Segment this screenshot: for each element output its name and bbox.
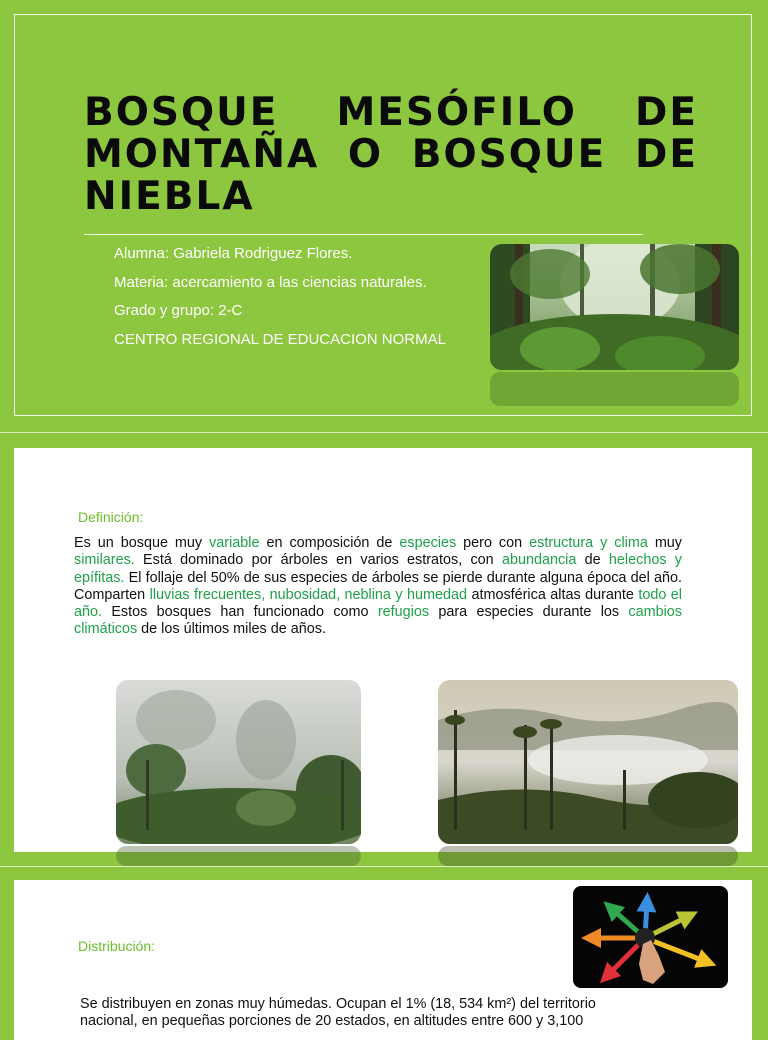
slide-separator: [0, 432, 768, 433]
distribution-paragraph: [80, 996, 688, 1031]
text-run: de los últimos miles de años.: [137, 621, 326, 638]
cloud-forest-reflection: [438, 846, 738, 866]
highlight: variable: [209, 535, 260, 551]
definition-paragraph: [74, 535, 682, 639]
text-run: Estos bosques han funcionado como: [102, 604, 378, 621]
misty-forest-reflection: [116, 846, 361, 866]
arrows-icon: [573, 886, 728, 988]
text-line: Se distribuyen en zonas muy húmedas. Ocupan el 1% (18, 534 km²) del territorio: [80, 996, 596, 1012]
highlight: similares.: [74, 552, 135, 569]
forest-photo-reflection: [490, 372, 739, 406]
highlight: abundancia: [501, 552, 577, 569]
direction-arrows-image: [573, 886, 728, 988]
highlight: especies: [399, 535, 457, 551]
text-run: de: [576, 552, 609, 569]
highlight: helechos y epífitas.: [74, 552, 682, 586]
forest-photo: [490, 244, 739, 370]
slide-separator: [0, 866, 768, 867]
distribution-heading: Distribución:: [78, 938, 156, 954]
text-run: para especies durante los: [429, 604, 629, 621]
text-run: en composición de: [259, 535, 400, 551]
highlight: lluvias frecuentes, nubosidad, neblina y humedad: [149, 586, 468, 603]
text-run: atmosférica altas durante: [467, 586, 639, 603]
cloud-forest-photo: [438, 680, 738, 844]
text-run: muy: [647, 535, 683, 551]
highlight: estructura y clima: [529, 535, 648, 551]
student-name: Alumna: Gabriela Rodriguez Flores.: [114, 245, 353, 262]
highlight: todo el año.: [74, 586, 682, 621]
subject: Materia: acercamiento a las ciencias naturales.: [114, 273, 427, 291]
definition-heading: Definición:: [78, 509, 144, 525]
highlight: refugios: [377, 604, 430, 621]
title-slide: [0, 0, 768, 432]
text-run: El follaje del 50% de sus especies de árboles se pierde durante alguna época del año. Comparten: [74, 569, 682, 603]
institution: CENTRO REGIONAL DE EDUCACION NORMAL: [114, 330, 446, 348]
text-run: Es un bosque muy: [74, 535, 210, 551]
text-line: nacional, en pequeñas porciones de 20 estados, en altitudes entre 600 y 3,100: [80, 1013, 584, 1030]
misty-forest-photo: [116, 680, 361, 844]
highlight: cambios climáticos: [74, 604, 682, 638]
text-run: pero con: [456, 535, 530, 551]
presentation-title: BOSQUE MESÓFILO DE MONTAÑA O BOSQUE DE NIEBLA: [84, 90, 698, 219]
author-info: [114, 244, 494, 358]
title-divider: [84, 234, 643, 235]
text-run: Está dominado por árboles en varios estratos, con: [134, 552, 502, 569]
grade-group: Grado y grupo: 2-C: [114, 302, 243, 319]
